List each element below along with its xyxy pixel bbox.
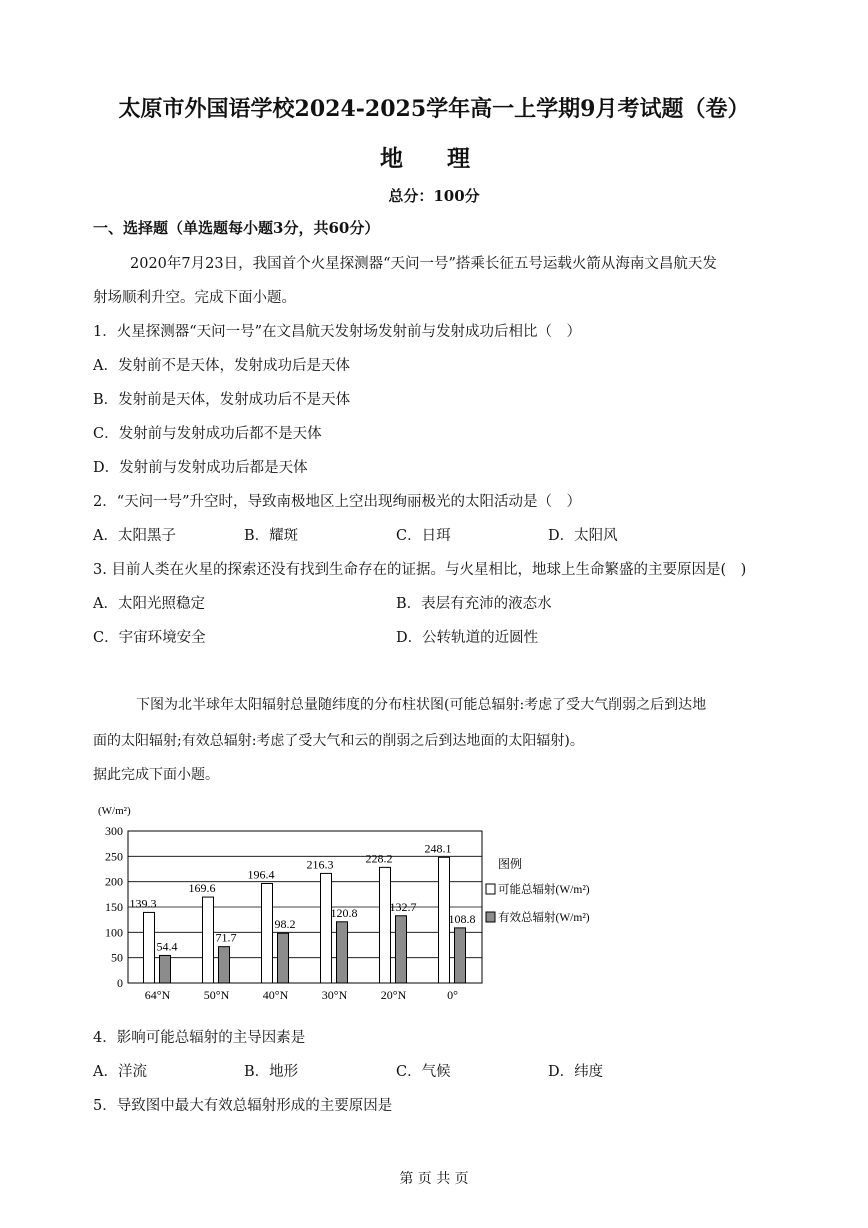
y-tick-label: 250 xyxy=(105,849,123,864)
legend-swatch xyxy=(486,912,495,922)
chart-bars xyxy=(130,841,476,983)
q2-stem: 2．“天问一号”升空时，导致南极地区上空出现绚丽极光的太阳活动是（ ） xyxy=(93,494,582,510)
legend-label: 有效总辐射(W/m²) xyxy=(498,912,590,924)
exam-title: 太原市外国语学校2024-2025学年高一上学期9月考试题（卷） xyxy=(118,96,750,122)
q2-option-b: B．耀斑 xyxy=(244,528,299,544)
data-label: 248.1 xyxy=(424,841,452,856)
data-label: 132.7 xyxy=(389,899,417,914)
intro2-line1: 下图为北半球年太阳辐射总量随纬度的分布柱状图(可能总辐射:考虑了受大气削弱之后到达地 xyxy=(136,697,707,713)
x-tick-label: 40°N xyxy=(262,988,289,1002)
q1-option-d: D．发射前与发射成功后都是天体 xyxy=(93,460,308,476)
bar-effective xyxy=(160,955,171,983)
total-score: 总分：100分 xyxy=(388,187,480,205)
y-tick-label: 150 xyxy=(105,900,123,914)
chart-legend xyxy=(486,856,590,924)
data-label: 71.7 xyxy=(215,930,237,945)
q4-option-b: B．地形 xyxy=(244,1064,299,1080)
data-label: 98.2 xyxy=(274,917,296,932)
bar-effective xyxy=(396,916,407,983)
bar-possible xyxy=(144,912,155,983)
y-tick-label: 300 xyxy=(105,824,123,838)
bar-possible xyxy=(262,883,273,983)
legend-title: 图例 xyxy=(498,857,523,871)
legend-swatch xyxy=(486,884,495,894)
q4-option-c: C．气候 xyxy=(396,1064,451,1080)
intro2-line2: 面的太阳辐射;有效总辐射:考虑了受大气和云的削弱之后到达地面的太阳辐射)。 xyxy=(93,733,584,749)
q4-option-a: A．洋流 xyxy=(93,1064,147,1080)
intro1-line2: 射场顺利升空。完成下面小题。 xyxy=(93,290,296,306)
bar-possible xyxy=(203,897,214,983)
y-tick-label: 100 xyxy=(105,925,123,940)
data-label: 139.3 xyxy=(129,896,157,911)
q3-option-c: C．宇宙环境安全 xyxy=(93,630,206,646)
data-label: 120.8 xyxy=(330,905,358,920)
section-heading: 一、选择题（单选题每小题3分，共60分） xyxy=(93,219,380,237)
legend-label: 可能总辐射(W/m²) xyxy=(498,884,590,896)
data-label: 196.4 xyxy=(247,867,275,882)
q1-option-a: A．发射前不是天体，发射成功后是天体 xyxy=(93,358,350,374)
chart-y-axis xyxy=(105,824,123,990)
q2-option-a: A．太阳黑子 xyxy=(93,528,176,544)
page-footer: 第 页 共 页 xyxy=(399,1171,469,1187)
q2-option-c: C．日珥 xyxy=(396,528,451,544)
q5-stem: 5．导致图中最大有效总辐射形成的主要原因是 xyxy=(93,1098,393,1114)
q3-option-d: D．公转轨道的近圆性 xyxy=(396,630,539,646)
q1-option-b: B．发射前是天体，发射成功后不是天体 xyxy=(93,392,351,408)
q1-stem: 1．火星探测器“天问一号”在文昌航天发射场发射前与发射成功后相比（ ） xyxy=(93,324,582,340)
x-tick-label: 0° xyxy=(447,988,458,1002)
intro2-line3: 据此完成下面小题。 xyxy=(93,767,219,783)
bar-effective xyxy=(219,947,230,983)
data-label: 54.4 xyxy=(156,939,178,954)
bar-possible xyxy=(380,867,391,983)
bar-possible xyxy=(321,873,332,983)
data-label: 108.8 xyxy=(448,911,476,926)
chart-y-label: (W/m²) xyxy=(98,805,131,817)
intro1-line1: 2020年7月23日，我国首个火星探测器“天问一号”搭乘长征五号运载火箭从海南文昌航天发 xyxy=(130,256,717,272)
x-tick-label: 30°N xyxy=(321,988,348,1002)
data-label: 228.2 xyxy=(365,851,393,866)
x-tick-label: 20°N xyxy=(380,988,407,1002)
y-tick-label: 50 xyxy=(111,950,123,965)
radiation-bar-chart xyxy=(94,800,614,1010)
bar-effective xyxy=(278,933,289,983)
y-tick-label: 0 xyxy=(117,976,123,990)
bar-effective xyxy=(337,922,348,983)
x-tick-label: 50°N xyxy=(203,988,230,1002)
y-tick-label: 200 xyxy=(105,874,123,889)
q3-option-a: A．太阳光照稳定 xyxy=(93,596,205,612)
bar-effective xyxy=(455,928,466,983)
q3-stem: 3. 目前人类在火星的探索还没有找到生命存在的证据。与火星相比，地球上生命繁盛的主要原因是( ) xyxy=(93,562,747,578)
data-label: 169.6 xyxy=(188,881,216,896)
q1-option-c: C．发射前与发射成功后都不是天体 xyxy=(93,426,322,442)
subject-title: 地 理 xyxy=(379,145,488,172)
x-tick-label: 64°N xyxy=(144,988,171,1002)
data-label: 216.3 xyxy=(306,857,334,872)
q2-option-d: D．太阳风 xyxy=(548,528,618,544)
chart-x-axis xyxy=(145,988,458,1002)
q4-stem: 4．影响可能总辐射的主导因素是 xyxy=(93,1030,306,1046)
q3-option-b: B．表层有充沛的液态水 xyxy=(396,596,552,612)
q4-option-d: D．纬度 xyxy=(548,1064,604,1080)
